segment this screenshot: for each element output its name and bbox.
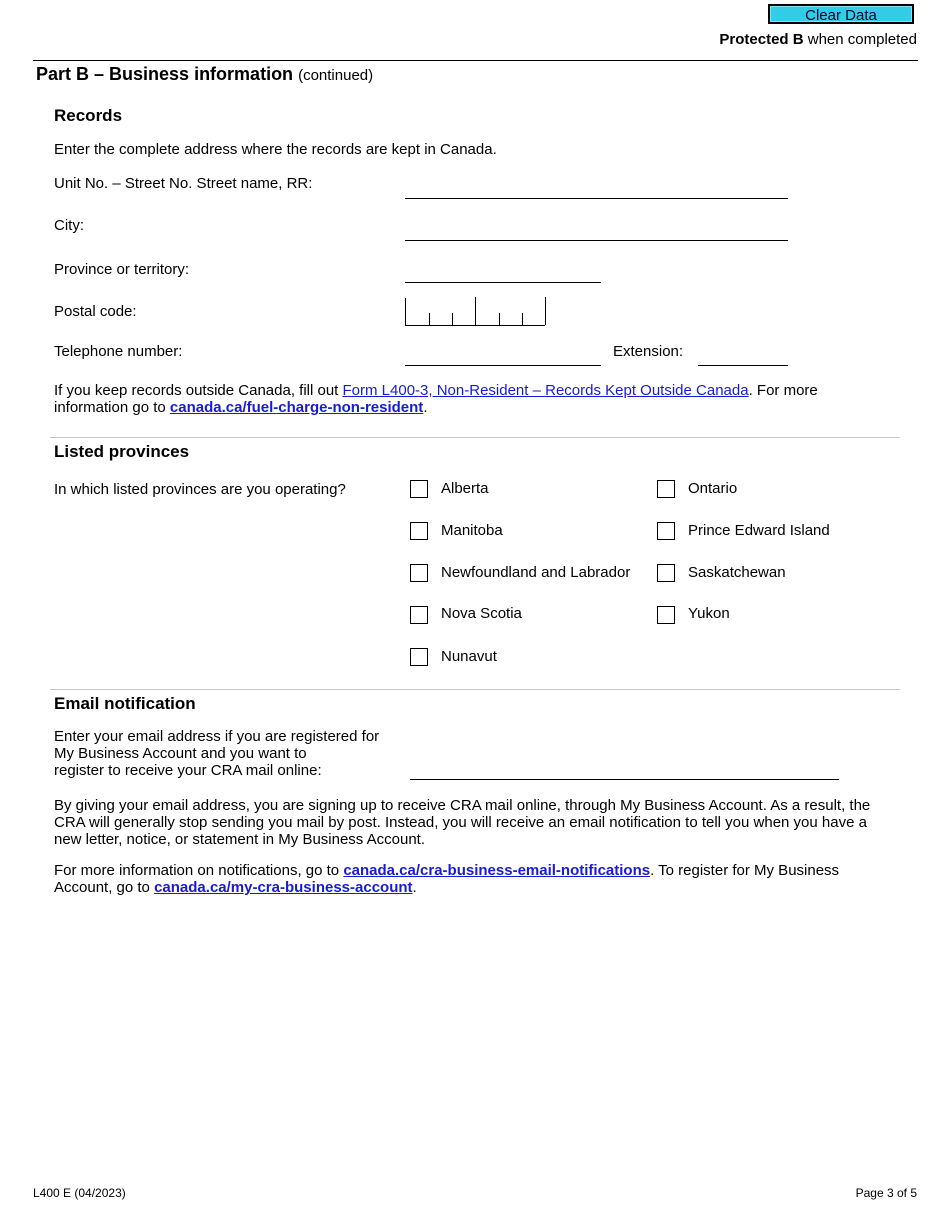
checkbox-pei[interactable] xyxy=(657,522,675,540)
protected-rest: when completed xyxy=(803,31,917,48)
email-prompt-line3: register to receive your CRA mail online: xyxy=(54,762,322,779)
province-label: Province or territory: xyxy=(54,261,190,278)
label-pei: Prince Edward Island xyxy=(688,522,830,539)
checkbox-manitoba[interactable] xyxy=(410,522,428,540)
outside-canada-text xyxy=(54,382,884,416)
outside-post: . xyxy=(423,399,428,416)
email-para1: By giving your email address, you are signing up to receive CRA mail online, through My Business Account. As a result, the CRA will generally stop sending you mail by post. Instead, you will receive an email notification to tell you when you have a new letter, notice, or statement in My Business Account. xyxy=(54,797,871,848)
email-prompt-line2: My Business Account and you want to xyxy=(54,745,307,762)
label-ontario: Ontario xyxy=(688,480,738,497)
city-input[interactable] xyxy=(405,240,788,241)
provinces-title: Listed provinces xyxy=(54,442,190,461)
email-prompt-line1: Enter your email address if you are registered for xyxy=(54,728,380,745)
label-nunavut: Nunavut xyxy=(441,648,497,665)
street-label: Unit No. – Street No. Street name, RR: xyxy=(54,175,313,192)
part-title xyxy=(36,64,373,85)
checkbox-yukon[interactable] xyxy=(657,606,675,624)
city-label: City: xyxy=(54,217,84,234)
checkbox-ontario[interactable] xyxy=(657,480,675,498)
clear-data-button[interactable]: Clear Data xyxy=(768,4,914,24)
form-l400-3-link[interactable]: Form L400-3, Non-Resident – Records Kept Outside Canada xyxy=(342,382,749,399)
checkbox-nunavut[interactable] xyxy=(410,648,428,666)
page-number: Page 3 of 5 xyxy=(855,1186,917,1200)
checkbox-nova-scotia[interactable] xyxy=(410,606,428,624)
label-newfoundland: Newfoundland and Labrador xyxy=(441,564,631,581)
para2-post: . xyxy=(412,879,417,896)
checkbox-saskatchewan[interactable] xyxy=(657,564,675,582)
province-input[interactable] xyxy=(405,282,601,283)
outside-mid: . For more information go to xyxy=(54,382,818,416)
para2-mid: . To register for My Business Account, go to xyxy=(54,862,840,896)
extension-input[interactable] xyxy=(698,365,788,366)
email-para2 xyxy=(54,862,889,896)
provinces-question: In which listed provinces are you operating? xyxy=(54,481,346,498)
records-intro: Enter the complete address where the records are kept in Canada. xyxy=(54,141,497,158)
checkbox-newfoundland[interactable] xyxy=(410,564,428,582)
checkbox-alberta[interactable] xyxy=(410,480,428,498)
part-title-text: Part B – Business information xyxy=(36,64,294,84)
protected-bold: Protected B xyxy=(719,31,804,48)
postal-code-input[interactable] xyxy=(405,298,545,326)
non-resident-link[interactable]: canada.ca/fuel-charge-non-resident xyxy=(169,399,424,416)
outside-pre: If you keep records outside Canada, fill out xyxy=(54,382,343,399)
label-manitoba: Manitoba xyxy=(441,522,503,539)
label-nova-scotia: Nova Scotia xyxy=(441,605,522,622)
street-input[interactable] xyxy=(405,198,788,199)
email-title: Email notification xyxy=(54,694,196,713)
part-continued: (continued) xyxy=(298,67,374,84)
extension-label: Extension: xyxy=(613,343,684,360)
form-id: L400 E (04/2023) xyxy=(33,1186,126,1200)
email-notifications-link[interactable]: canada.ca/cra-business-email-notifications xyxy=(343,862,651,879)
email-input[interactable] xyxy=(410,779,839,780)
protected-label xyxy=(719,31,917,48)
para2-pre: For more information on notifications, go to xyxy=(54,862,344,879)
section-divider-1 xyxy=(50,437,900,438)
records-title: Records xyxy=(54,106,123,125)
label-alberta: Alberta xyxy=(441,480,489,497)
phone-label: Telephone number: xyxy=(54,343,183,360)
business-account-link[interactable]: canada.ca/my-cra-business-account xyxy=(154,879,413,896)
phone-input[interactable] xyxy=(405,365,601,366)
section-divider-2 xyxy=(50,689,900,690)
label-yukon: Yukon xyxy=(688,605,730,622)
top-divider xyxy=(33,60,918,61)
postal-label: Postal code: xyxy=(54,303,137,320)
label-saskatchewan: Saskatchewan xyxy=(688,564,786,581)
